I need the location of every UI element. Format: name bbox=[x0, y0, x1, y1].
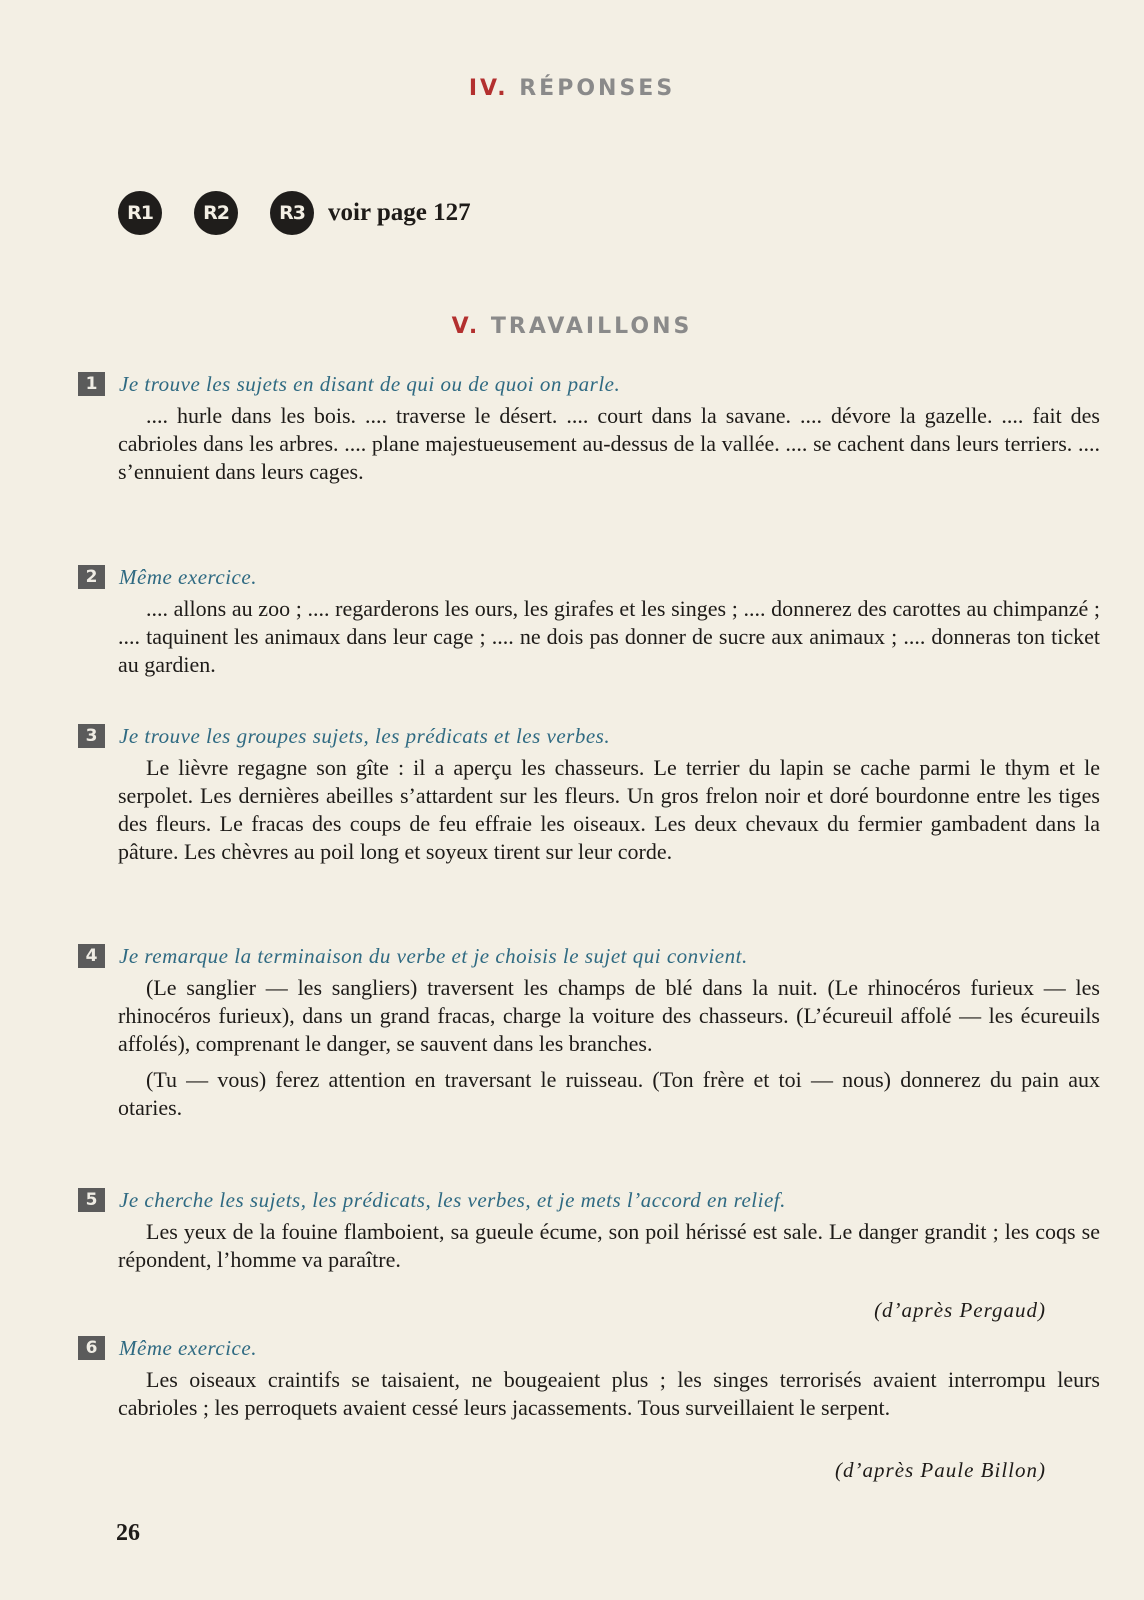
exercise-instruction: Je trouve les sujets en disant de qui ou de quoi on parle. bbox=[119, 371, 621, 396]
exercise-instruction: Je cherche les sujets, les prédicats, les verbes, et je mets l’accord en relief. bbox=[119, 1187, 786, 1212]
exercise-instruction: Je trouve les groupes sujets, les prédicats et les verbes. bbox=[119, 723, 611, 748]
r3-badge: R3 bbox=[270, 191, 314, 235]
exercise-4 bbox=[78, 942, 1100, 1130]
exercise-number: 4 bbox=[78, 944, 105, 968]
section-iv-number: IV. bbox=[468, 76, 509, 101]
attribution-billon: (d’après Paule Billon) bbox=[835, 1458, 1046, 1482]
exercise-instruction: Je remarque la terminaison du verbe et je choisis le sujet qui convient. bbox=[119, 943, 748, 968]
exercise-instruction: Même exercice. bbox=[119, 1335, 257, 1360]
exercise-number: 5 bbox=[78, 1188, 105, 1212]
exercise-text: (Tu — vous) ferez attention en traversant le ruisseau. (Ton frère et toi — nous) donnerez du pain aux otaries. bbox=[118, 1067, 1100, 1120]
exercise-text: .... hurle dans les bois. .... traverse le désert. .... court dans la savane. .... dévore la gazelle. .... fait des cabrioles dans les arbres. .... plane majestueusement au-dessus de la vallée. .... se cachent dans leurs terriers. .... s’ennuient dans leurs cages. bbox=[118, 403, 1100, 484]
exercise-text: Les oiseaux craintifs se taisaient, ne bougeaient plus ; les singes terrorisés avaient interrompu leurs cabrioles ; les perroquets avaient cessé leurs jacassements. Tous surveillaient le serpent. bbox=[118, 1367, 1100, 1420]
section-v-heading bbox=[0, 314, 1144, 339]
section-v-number: V. bbox=[451, 314, 481, 339]
exercise-5 bbox=[78, 1186, 1100, 1282]
exercise-number: 6 bbox=[78, 1336, 105, 1360]
responses-row bbox=[118, 190, 471, 236]
exercise-text: Les yeux de la fouine flamboient, sa gueule écume, son poil hérissé est sale. Le danger grandit ; les coqs se répondent, l’homme va paraître. bbox=[118, 1219, 1100, 1272]
exercise-1 bbox=[78, 370, 1100, 494]
exercise-3 bbox=[78, 722, 1100, 874]
exercise-number: 2 bbox=[78, 565, 105, 589]
section-iv-heading bbox=[0, 76, 1144, 101]
exercise-number: 3 bbox=[78, 724, 105, 748]
r1-badge: R1 bbox=[118, 191, 162, 235]
exercise-number: 1 bbox=[78, 372, 105, 396]
section-v-title: TRAVAILLONS bbox=[490, 314, 693, 339]
exercise-text: (Le sanglier — les sangliers) traversent les champs de blé dans la nuit. (Le rhinocéros furieux — les rhinocéros furieux), dans un grand fracas, charge la voiture des chasseurs. (L’écureuil affolé — les écureuils affolés), comprenant le danger, se sauvent dans les branches. bbox=[118, 975, 1100, 1056]
section-iv-title: RÉPONSES bbox=[519, 76, 676, 101]
exercise-text: .... allons au zoo ; .... regarderons les ours, les girafes et les singes ; .... donnerez des carottes au chimpanzé ; .... taquinent les animaux dans leur cage ; .... ne dois pas donner de sucre aux animaux ; .... donneras ton ticket au gardien. bbox=[118, 596, 1100, 677]
exercise-2 bbox=[78, 563, 1100, 687]
exercise-6 bbox=[78, 1334, 1100, 1430]
see-page-reference: voir page 127 bbox=[328, 199, 471, 226]
page-number: 26 bbox=[116, 1520, 140, 1546]
exercise-text: Le lièvre regagne son gîte : il a aperçu les chasseurs. Le terrier du lapin se cache parmi le thym et le serpolet. Les dernières abeilles s’attardent sur les fleurs. Un gros frelon noir et doré bourdonne entre les tiges des fleurs. Le fracas des coups de feu effraie les oiseaux. Les deux chevaux du fermier gambadent dans la pâture. Les chèvres au poil long et soyeux tirent sur leur corde. bbox=[118, 755, 1100, 864]
r2-badge: R2 bbox=[194, 191, 238, 235]
attribution-pergaud: (d’après Pergaud) bbox=[874, 1298, 1046, 1322]
exercise-instruction: Même exercice. bbox=[119, 564, 257, 589]
